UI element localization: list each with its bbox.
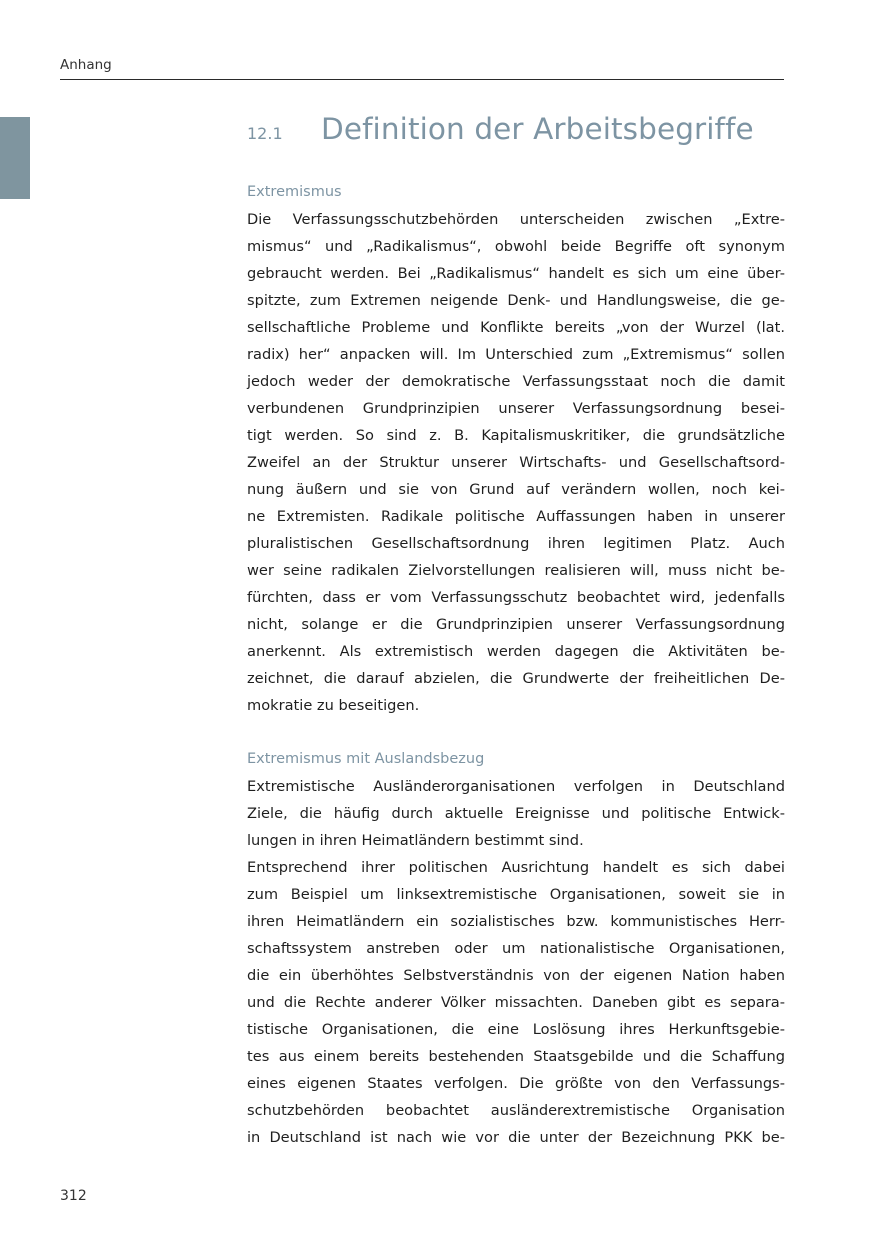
text-line: Ziele, die häufig durch aktuelle Ereignisse und politische Entwick- bbox=[247, 805, 785, 822]
text-line: fürchten, dass er vom Verfassungsschutz beobachtet wird, jedenfalls bbox=[247, 589, 785, 606]
text-line: zeichnet, die darauf abzielen, die Grundwerte der freiheitlichen De- bbox=[247, 670, 785, 687]
text-line: pluralistischen Gesellschaftsordnung ihren legitimen Platz. Auch bbox=[247, 535, 785, 552]
text-line: verbundenen Grundprinzipien unserer Verfassungsordnung besei- bbox=[247, 400, 785, 417]
chapter-side-tab bbox=[0, 117, 30, 199]
text-line: schutzbehörden beobachtet ausländerextremistische Organisation bbox=[247, 1102, 785, 1119]
text-line: ne Extremisten. Radikale politische Auffassungen haben in unserer bbox=[247, 508, 785, 525]
text-line: die ein überhöhtes Selbstverständnis von der eigenen Nation haben bbox=[247, 967, 785, 984]
text-line: und die Rechte anderer Völker missachten. Daneben gibt es separa- bbox=[247, 994, 785, 1011]
text-line: Entsprechend ihrer politischen Ausrichtung handelt es sich dabei bbox=[247, 859, 785, 876]
text-line: nung äußern und sie von Grund auf verändern wollen, noch kei- bbox=[247, 481, 785, 498]
header-rule bbox=[60, 79, 784, 80]
text-line: radix) her“ anpacken will. Im Unterschied zum „Extremismus“ sollen bbox=[247, 346, 785, 363]
paragraph-auslandsbezug-1 bbox=[247, 773, 785, 854]
text-line: zum Beispiel um linksextremistische Organisationen, soweit sie in bbox=[247, 886, 785, 903]
text-line: in Deutschland ist nach wie vor die unter der Bezeichnung PKK be- bbox=[247, 1129, 785, 1146]
section-number: 12.1 bbox=[247, 124, 283, 143]
subheading-auslandsbezug: Extremismus mit Auslandsbezug bbox=[247, 751, 485, 767]
text-line: mokratie zu beseitigen. bbox=[247, 697, 420, 714]
section-title: Definition der Arbeitsbegriffe bbox=[321, 112, 754, 146]
text-line: tes aus einem bereits bestehenden Staatsgebilde und die Schaffung bbox=[247, 1048, 785, 1065]
text-line: lungen in ihren Heimatländern bestimmt sind. bbox=[247, 832, 584, 849]
text-line: sellschaftliche Probleme und Konflikte bereits „von der Wurzel (lat. bbox=[247, 319, 785, 336]
text-line: anerkennt. Als extremistisch werden dagegen die Aktivitäten be- bbox=[247, 643, 785, 660]
section-auslandsbezug bbox=[247, 746, 785, 1151]
paragraph-extremismus bbox=[247, 206, 785, 719]
text-line: Extremistische Ausländerorganisationen verfolgen in Deutschland bbox=[247, 778, 785, 795]
text-line: gebraucht werden. Bei „Radikalismus“ handelt es sich um eine über- bbox=[247, 265, 785, 282]
text-line: spitzte, zum Extremen neigende Denk- und Handlungsweise, die ge- bbox=[247, 292, 785, 309]
text-line: nicht, solange er die Grundprinzipien unserer Verfassungsordnung bbox=[247, 616, 785, 633]
text-line: tigt werden. So sind z. B. Kapitalismuskritiker, die grundsätzliche bbox=[247, 427, 785, 444]
text-line: schaftssystem anstreben oder um nationalistische Organisationen, bbox=[247, 940, 785, 957]
running-head: Anhang bbox=[60, 57, 112, 73]
text-line: wer seine radikalen Zielvorstellungen realisieren will, muss nicht be- bbox=[247, 562, 785, 579]
paragraph-auslandsbezug-2 bbox=[247, 854, 785, 1151]
text-line: mismus“ und „Radikalismus“, obwohl beide Begriffe oft synonym bbox=[247, 238, 785, 255]
text-line: tistische Organisationen, die eine Loslösung ihres Herkunftsgebie- bbox=[247, 1021, 785, 1038]
subheading-extremismus: Extremismus bbox=[247, 184, 342, 200]
text-line: Die Verfassungsschutzbehörden unterscheiden zwischen „Extre- bbox=[247, 211, 785, 228]
section-extremismus bbox=[247, 179, 785, 719]
text-line: jedoch weder der demokratische Verfassungsstaat noch die damit bbox=[247, 373, 785, 390]
text-line: eines eigenen Staates verfolgen. Die größte von den Verfassungs- bbox=[247, 1075, 785, 1092]
section-heading bbox=[247, 112, 754, 146]
text-line: ihren Heimatländern ein sozialistisches bzw. kommunistisches Herr- bbox=[247, 913, 785, 930]
text-line: Zweifel an der Struktur unserer Wirtschafts- und Gesellschaftsord- bbox=[247, 454, 785, 471]
page-number: 312 bbox=[60, 1188, 87, 1204]
